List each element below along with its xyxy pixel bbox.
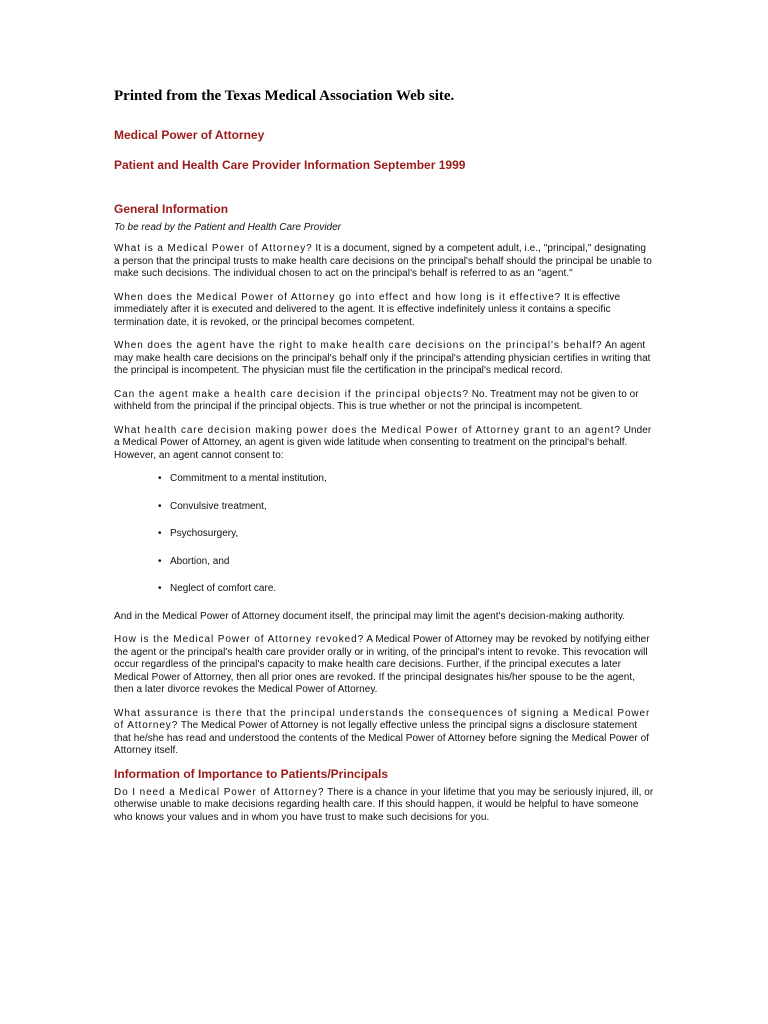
document-title: Medical Power of Attorney <box>114 128 265 142</box>
section-heading-general: General Information <box>114 202 229 216</box>
paragraph-decision-power <box>114 425 654 463</box>
paragraph-principal-objects <box>114 389 654 414</box>
question-text: Do I need a Medical Power of Attorney? <box>114 786 325 798</box>
question-text: When does the Medical Power of Attorney go into effect and how long is it effective? <box>114 291 562 303</box>
answer-text: It is a document, signed by a competent adult, i.e., "principal," designating a person that the principal trusts to make health care decisions on the principal's behalf should the principal be unable to make such decisions. The individual chosen to act on the principal's behalf is referred to as an "agent." <box>114 243 652 279</box>
paragraph-assurance <box>114 708 654 758</box>
document-page <box>114 88 654 835</box>
list-item: • Convulsive treatment, <box>158 500 267 512</box>
intro-note: To be read by the Patient and Health Care Provider <box>114 222 341 233</box>
list-item: • Abortion, and <box>158 555 230 567</box>
answer-text: A Medical Power of Attorney may be revoked by notifying either the agent or the principal's health care provider orally or in writing, of the principal's intent to revoke. This revocation will occur regardless of the principal's capacity to make health care decisions. Further, if the principal executes a later Medical Power of Attorney, then all prior ones are revoked. If the principal designates his/her spouse to be the agent, then a later divorce revokes the Medical Power of Attorney. <box>114 634 650 695</box>
answer-text: The Medical Power of Attorney is not legally effective unless the principal signs a disclosure statement that he/she has read and understood the contents of the Medical Power of Attorney before signing the Medical Power of Attorney itself. <box>114 720 650 756</box>
list-item: • Commitment to a mental institution, <box>158 473 327 484</box>
paragraph-what-is <box>114 243 654 281</box>
paragraph-revocation <box>114 634 654 697</box>
paragraph-agent-right <box>114 340 654 378</box>
answer-text: Under a Medical Power of Attorney, an agent is given wide latitude when consenting to treatment on the principal's behalf. However, an agent cannot consent to: <box>114 424 652 461</box>
question-text: What assurance is there that the principal understands the consequences of signing a Medical Power of Attorney? <box>114 707 651 731</box>
list-item: • Psychosurgery, <box>158 528 239 539</box>
answer-text: No. Treatment may not be given to or withheld from the principal if the principal objects. This is true whether or not the principal is incompetent. <box>114 388 639 412</box>
bullet-icon: • <box>158 528 162 539</box>
print-header: Printed from the Texas Medical Association Web site. <box>114 88 455 104</box>
paragraph-limit-authority: And in the Medical Power of Attorney document itself, the principal may limit the agent's decision-making authority. <box>114 610 626 622</box>
answer-text: An agent may make health care decisions on the principal's behalf only if the principal's attending physician certifies in writing that the principal is incompetent. The physician must file the certification in the principal's medical record. <box>114 340 651 376</box>
paragraph-do-i-need <box>114 787 654 825</box>
question-text: How is the Medical Power of Attorney revoked? <box>114 634 365 645</box>
bullet-icon: • <box>158 473 162 484</box>
bullet-icon: • <box>158 583 162 594</box>
question-text: When does the agent have the right to make health care decisions on the principal's behalf? <box>114 340 603 351</box>
section-heading-importance: Information of Importance to Patients/Principals <box>114 766 389 781</box>
question-text: What is a Medical Power of Attorney? <box>114 243 313 254</box>
answer-text: It is effective immediately after it is executed and delivered to the agent. It is effective indefinitely unless it contains a specific termination date, it is revoked, or the principal becomes competent. <box>114 291 621 328</box>
question-text: Can the agent make a health care decision if the principal objects? <box>114 388 469 400</box>
question-text: What health care decision making power does the Medical Power of Attorney grant to an agent? <box>114 424 621 436</box>
bullet-icon: • <box>158 555 162 567</box>
answer-text: There is a chance in your lifetime that you may be seriously injured, ill, or otherwise unable to make decisions regarding health care. If this should happen, it would be helpful to have someone who knows your values and in whom you have trust to make such decisions for you. <box>114 786 654 823</box>
bullet-icon: • <box>158 500 162 512</box>
paragraph-when-effective <box>114 292 654 330</box>
list-item: • Neglect of comfort care. <box>158 583 277 594</box>
restriction-list <box>114 473 654 595</box>
document-subtitle: Patient and Health Care Provider Information September 1999 <box>114 158 466 172</box>
